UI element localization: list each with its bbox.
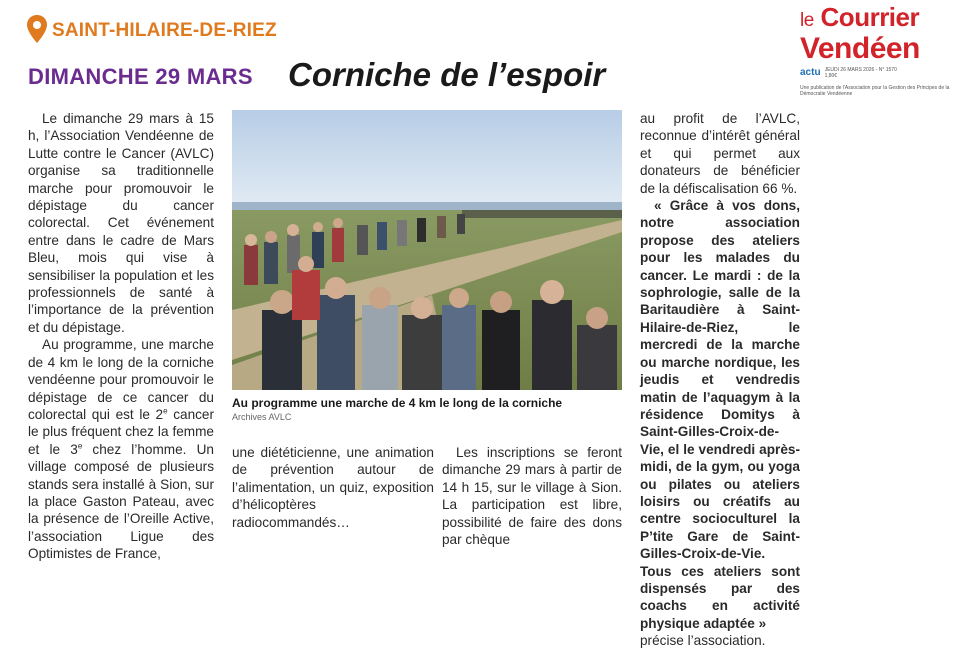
paragraph-5: au profit de l’AVLC, reconnue d’intérêt général et qui permet aux donateurs de bénéficier de la défiscalisation 66 %. <box>640 111 800 196</box>
paragraph-3: une diététicienne, une animation de prévention autour de l’alimentation, un quiz, exposition d’hélicoptères radiocommandés… <box>232 445 434 530</box>
paragraph-2: Au programme, une marche de 4 km le long de la corniche vendéenne pour promouvoir le dépistage de ce cancer du colorectal qui est le 2e cancer le plus fréquent chez la femme et le 3e chez l’homme. Un village composé de plusieurs stands sera installé à Sion, sur la place Gaston Pateau, avec la présence de l’Oreille Active, l’association Ligue des Optimistes de France, <box>28 337 215 562</box>
paragraph-6: précise l’association. <box>640 633 766 649</box>
article-headline: Corniche de l’espoir <box>288 56 606 93</box>
masthead-courrier: Courrier <box>820 2 920 32</box>
paragraph-1: Le dimanche 29 mars à 15 h, l’Association Vendéenne de Lutte contre le Cancer (AVLC) organise sa traditionnelle marche pour promouvoir le dépistage du cancer colorectal. Cet événement entre dans le cadre de Mars Bleu, mois qui vise à sensibiliser la population et les professionnels de santé à l’importance de la prévention et du dépistage. <box>28 111 214 335</box>
location-pin-icon <box>26 14 48 44</box>
article-column-2b <box>442 444 622 548</box>
masthead-actu-logo: actu <box>800 67 821 78</box>
masthead-vendeen: Vendéen <box>800 32 920 65</box>
photo-caption: Au programme une marche de 4 km le long de la corniche <box>232 396 563 410</box>
masthead <box>800 4 950 97</box>
locality-label: SAINT-HILAIRE-DE-RIEZ <box>52 20 277 41</box>
masthead-date: JEUDI 26 MARS 2026 - N° 1570 <box>824 67 897 73</box>
masthead-price: 1,80€ <box>824 73 838 79</box>
article-column-1 <box>28 110 214 563</box>
masthead-line1 <box>800 4 950 34</box>
masthead-le: le <box>800 10 814 31</box>
article-kicker: DIMANCHE 29 MARS <box>28 64 253 89</box>
paragraph-4: Les inscriptions se feront dimanche 29 mars à partir de 14 h 15, sur le village à Sion. La participation est libre, possibilité de faire des dons par chèque <box>442 445 622 548</box>
article-column-3 <box>640 110 800 650</box>
masthead-tagline: Une publication de l'Association pour la Gestion des Principes de la Démocratie Vendéenne <box>800 85 950 97</box>
walkers-photo-illustration <box>232 110 622 390</box>
article-photo <box>232 110 622 390</box>
article-column-2a <box>232 444 434 531</box>
photo-credit: Archives AVLC <box>232 412 292 422</box>
quote-paragraph: « Grâce à vos dons, notre association propose des ateliers pour les malades du cancer. Le mardi : de la sophrologie, salle de la Baritaudière à Saint-Hilaire-de-Riez, le mercredi de la marche ou marche nordique, les jeudis et vendredis matin de l’aquagym à la résidence Domitys à Saint-Gilles-Croix-de-Vie, el le vendredi après-midi, de la gym, ou yoga ou pilates ou ateliers loisirs ou créatifs au centre socioculturel la P’tite Gare de Saint-Gilles-Croix-de-Vie. Tous ces ateliers sont dispensés par des coachs en activité physique adaptée » <box>640 198 800 631</box>
